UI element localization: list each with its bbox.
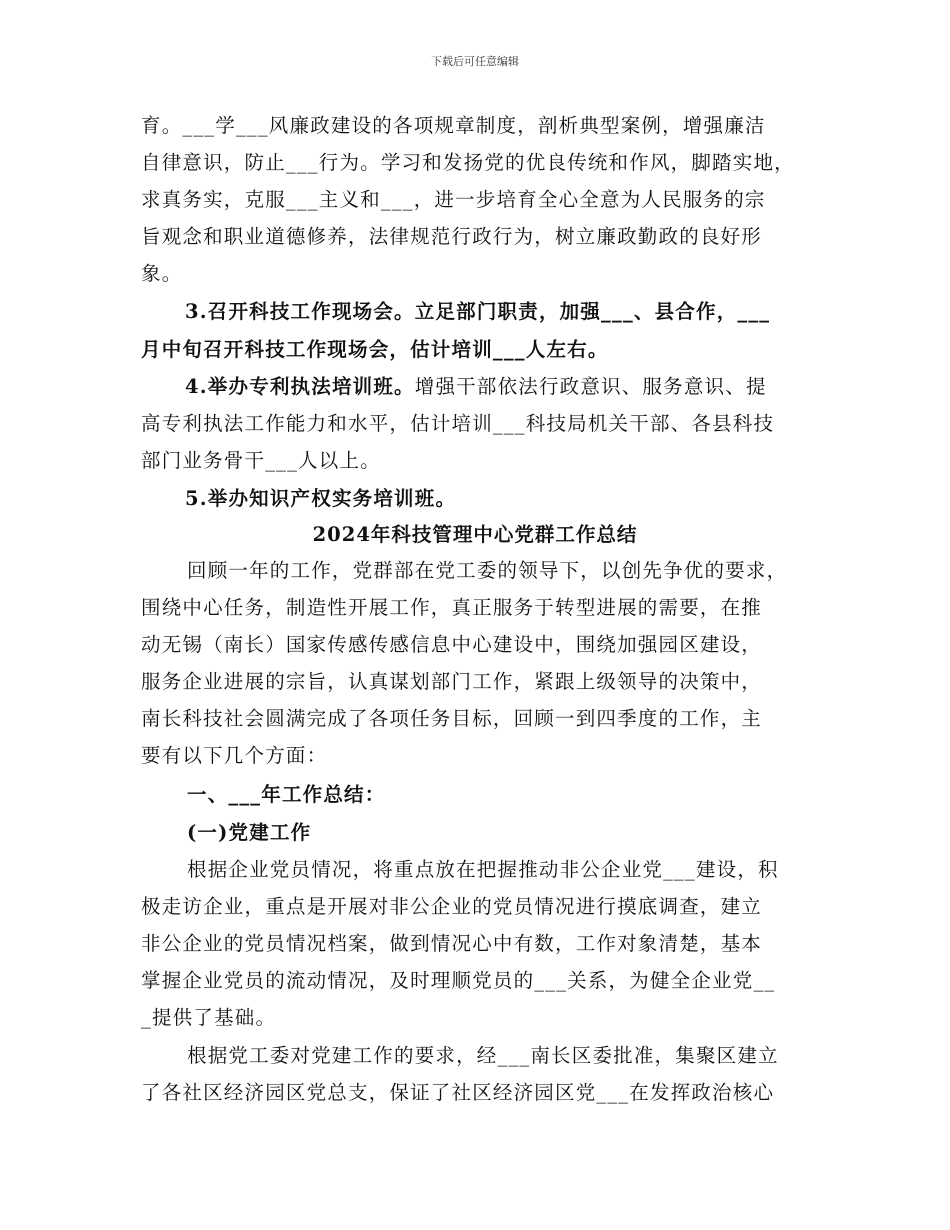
body-line: 高专利执法工作能力和水平，估计培训___科技局机关干部、各县科技	[141, 412, 775, 435]
body-line: 围绕中心任务，制造性开展工作，真正服务于转型进展的需要，在推	[141, 596, 763, 619]
page-header: 下载后可任意编辑	[431, 55, 519, 68]
body-line-heading: (一)党建工作	[187, 821, 312, 844]
body-line: 根据企业党员情况，将重点放在把握推动非公企业党___建设，积	[187, 858, 779, 881]
body-line: 求真务实，克服___主义和___，进一步培育全心全意为人民服务的宗	[141, 188, 766, 211]
body-line-heading: 一、___年工作总结：	[187, 783, 386, 806]
body-line: 旨观念和职业道德修养，法律规范行政行为，树立廉政勤政的良好形	[141, 225, 763, 248]
body-line: 要有以下几个方面：	[141, 744, 328, 767]
body-line-heading: 3.召开科技工作现场会。立足部门职责，加强___、县合作，___	[185, 300, 771, 323]
body-line-heading: 5.举办知识产权实务培训班。	[185, 487, 457, 510]
body-line: 自律意识，防止___行为。学习和发扬党的优良传统和作风，脚踏实地，	[141, 151, 795, 174]
section-title: 2024年科技管理中心党群工作总结	[312, 523, 638, 546]
body-line: 掌握企业党员的流动情况，及时理顺党员的___关系，为健全企业党__	[141, 969, 776, 992]
body-line: 根据党工委对党建工作的要求，经___南长区委批准，集聚区建立	[187, 1044, 779, 1067]
body-line: 服务企业进展的宗旨，认真谋划部门工作，紧跟上级领导的决策中，	[141, 670, 763, 693]
body-line: 回顾一年的工作，党群部在党工委的领导下，以创先争优的要求，	[187, 559, 788, 582]
body-line: _提供了基础。	[141, 1006, 277, 1029]
inline-text: 增强干部依法行政意识、服务意识、提	[414, 375, 767, 398]
body-line: 象。	[141, 262, 183, 285]
inline-heading: 4.举办专利执法培训班。	[185, 375, 415, 398]
body-line-heading: 月中旬召开科技工作现场会，估计培训___人左右。	[141, 338, 609, 361]
body-line: 动无锡（南长）国家传感传感信息中心建设中，围绕加强园区建设，	[141, 633, 763, 656]
body-line-mixed	[185, 374, 767, 400]
body-line: 非公企业的党员情况档案，做到情况心中有数，工作对象清楚，基本	[141, 932, 763, 955]
body-line: 育。___学___风廉政建设的各项规章制度，剖析典型案例，增强廉洁	[141, 114, 766, 137]
body-line: 了各社区经济园区党总支，保证了社区经济园区党___在发挥政治核心	[141, 1081, 775, 1104]
body-line: 南长科技社会圆满完成了各项任务目标，回顾一到四季度的工作，主	[141, 707, 763, 730]
body-line: 极走访企业，重点是开展对非公企业的党员情况进行摸底调查，建立	[141, 895, 763, 918]
body-line: 部门业务骨干___人以上。	[141, 449, 381, 472]
